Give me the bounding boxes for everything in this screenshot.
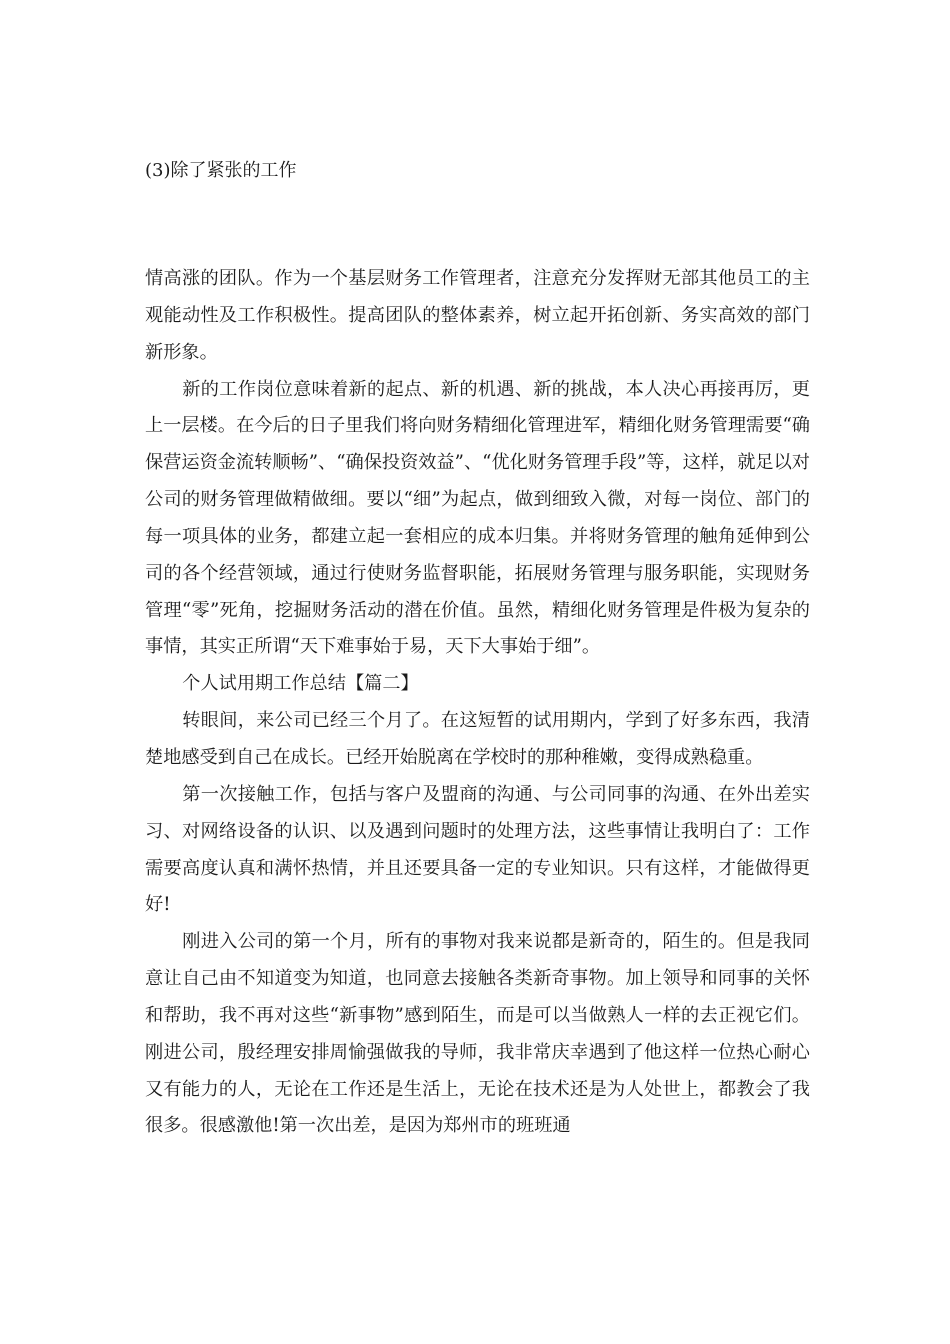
- paragraph-article-title: 个人试用期工作总结【篇二】: [182, 673, 419, 695]
- paragraph-first-work: 第一次接触工作，包括与客户及盟商的沟通、与公司同事的沟通、在外出差实习、对网络设备的认识、以及遇到问题时的处理方法，这些事情让我明白了：工作需要高度认真和满怀热情，并且还要具备一定的专业知识。只有这样，才能做得更好!: [145, 783, 810, 916]
- paragraph-three-months: 转眼间，来公司已经三个月了。在这短暂的试用期内，学到了好多东西，我清楚地感受到自己在成长。已经开始脱离在学校时的那种稚嫩，变得成熟稳重。: [145, 710, 810, 768]
- document-body: [145, 261, 810, 1145]
- section-heading: (3)除了紧张的工作: [145, 160, 297, 181]
- paragraph-team-summary: 情高涨的团队。作为一个基层财务工作管理者，注意充分发挥财无部其他员工的主观能动性及工作积极性。提高团队的整体素养，树立起开拓创新、务实高效的部门新形象。: [145, 268, 810, 363]
- paragraph-first-month: 刚进入公司的第一个月，所有的事物对我来说都是新奇的，陌生的。但是我同意让自己由不知道变为知道，也同意去接触各类新奇事物。加上领导和同事的关怀和帮助，我不再对这些“新事物”感到陌生，而是可以当做熟人一样的去正视它们。刚进公司，殷经理安排周愉强做我的导师，我非常庆幸遇到了他这样一位热心耐心又有能力的人，无论在工作还是生活上，无论在技术还是为人处世上，都教会了我很多。很感激他!第一次出差，是因为郑州市的班班通: [145, 931, 810, 1137]
- paragraph-finance-plan: 新的工作岗位意味着新的起点、新的机遇、新的挑战，本人决心再接再厉，更上一层楼。在今后的日子里我们将向财务精细化管理进军，精细化财务管理需要“确保营运资金流转顺畅”、“确保投资效益”、“优化财务管理手段”等，这样，就足以对公司的财务管理做精做细。要以“细”为起点，做到细致入微，对每一岗位、部门的每一项具体的业务，都建立起一套相应的成本归集。并将财务管理的触角延伸到公司的各个经营领域，通过行使财务监督职能，拓展财务管理与服务职能，实现财务管理“零”死角，挖掘财务活动的潜在价值。虽然，精细化财务管理是件极为复杂的事情，其实正所谓“天下难事始于易，天下大事始于细”。: [145, 378, 810, 658]
